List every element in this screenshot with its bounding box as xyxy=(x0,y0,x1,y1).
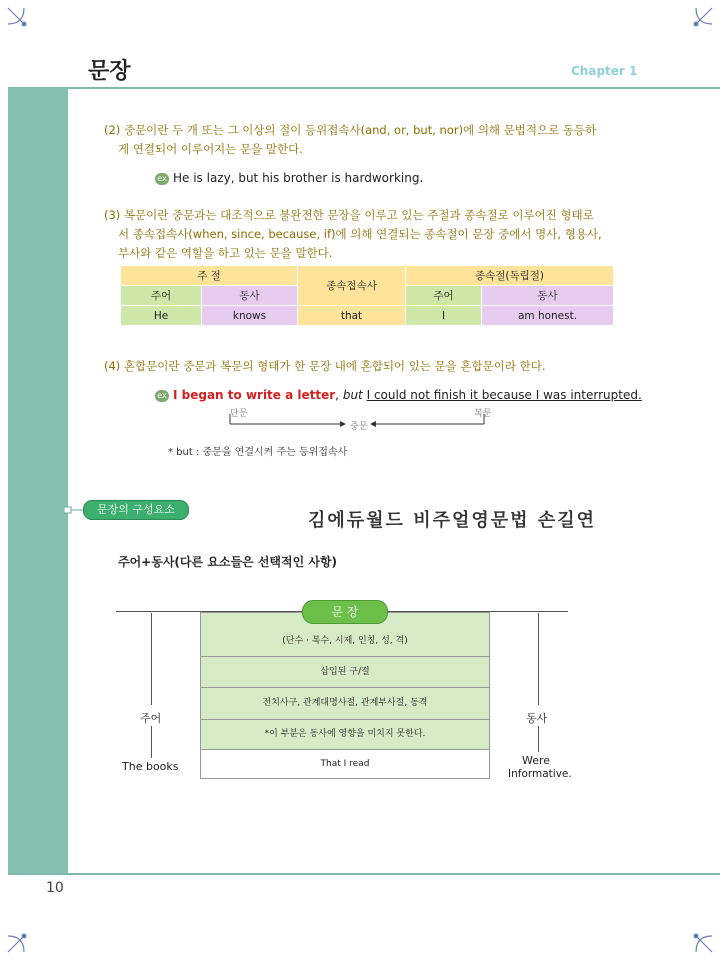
example-badge: ex xyxy=(155,390,169,402)
diagram-left-example: The books xyxy=(122,760,179,773)
text-line: 부사와 같은 역할을 하고 있는 문을 말한다. xyxy=(118,246,333,260)
diagram-row: That I read xyxy=(200,749,490,779)
mixed-example xyxy=(155,388,642,402)
corner-ornament-icon xyxy=(676,916,716,956)
text-line: 서 종속접속사(when, since, because, if)에 의해 연결되는 종속절이 문장 중에서 명사, 형용사, xyxy=(118,227,602,241)
footer-rule xyxy=(8,873,720,875)
diagram-right-example: Were xyxy=(522,754,551,767)
diagram-right-label: 동사 xyxy=(526,712,548,725)
label-simple: 단문 xyxy=(230,409,248,419)
example-conjunction: but xyxy=(342,388,363,402)
corner-ornament-icon xyxy=(4,4,44,44)
diagram-right-line xyxy=(538,613,539,705)
example-badge: ex xyxy=(155,173,169,185)
verb-header: 동사 xyxy=(482,286,614,306)
sub-conj-header: 종속접속사 xyxy=(298,266,406,306)
label-complex: 복문 xyxy=(474,409,492,419)
example-complex-clause: I could not finish it because I was interrupted. xyxy=(366,388,642,402)
corner-ornament-icon xyxy=(676,4,716,44)
diagram-row: (단수 · 복수, 시제, 인칭, 성, 격) xyxy=(200,612,490,657)
mixed-paragraph xyxy=(104,357,644,376)
diagram-right-line xyxy=(538,726,539,752)
sidebar-band xyxy=(8,88,68,874)
label-compound: 중문 xyxy=(350,422,368,432)
subject-header: 주어 xyxy=(406,286,482,306)
diagram-center-pill: 문 장 xyxy=(302,600,388,624)
watermark-text: 김에듀월드 비주얼영문법 손길연 xyxy=(308,510,596,531)
diagram-left-line xyxy=(151,726,152,758)
compound-paragraph xyxy=(104,121,644,159)
example-simple-clause: I began to write a letter xyxy=(173,388,336,402)
header-rule xyxy=(8,87,720,89)
subject-header: 주어 xyxy=(121,286,202,306)
main-clause-header: 주 절 xyxy=(121,266,298,286)
page-title: 문장 xyxy=(88,59,131,84)
example-comma: , xyxy=(335,388,339,402)
table-cell: knows xyxy=(202,306,298,326)
grammar-table xyxy=(120,265,614,326)
table-cell: am honest. xyxy=(482,306,614,326)
complex-paragraph xyxy=(104,206,644,263)
diagram-row: 전치사구, 관계대명사절, 관계부사절, 동격 xyxy=(200,687,490,720)
components-subtitle: 주어+동사(다른 요소들은 선택적인 사항) xyxy=(118,555,338,569)
page-number: 10 xyxy=(46,880,64,896)
example-text: He is lazy, but his brother is hardworking. xyxy=(173,171,424,185)
table-cell: I xyxy=(406,306,482,326)
text-line: 게 연결되어 이루어지는 문을 말한다. xyxy=(118,142,303,156)
text-line: (2) 중문이란 두 개 또는 그 이상의 절이 등위접속사(and, or, but, nor)에 의해 문법적으로 동등하 xyxy=(104,123,597,137)
verb-header: 동사 xyxy=(202,286,298,306)
connector-icon xyxy=(64,505,84,515)
corner-ornament-icon xyxy=(4,916,44,956)
chapter-label: Chapter 1 xyxy=(571,64,638,78)
footnote: * but : 중문을 연결시켜 주는 등위접속사 xyxy=(168,447,348,458)
table-cell: that xyxy=(298,306,406,326)
sub-clause-header: 종속절(독립절) xyxy=(406,266,614,286)
diagram-row: 삽입된 구/절 xyxy=(200,656,490,688)
diagram-row: *이 부분은 동사에 영향을 미치지 못한다. xyxy=(200,719,490,750)
section-badge: 문장의 구성요소 xyxy=(83,500,189,520)
diagram-right-example: Informative. xyxy=(508,768,572,780)
diagram-left-line xyxy=(151,613,152,705)
compound-example xyxy=(155,171,423,185)
text-line: (4) 혼합문이란 중문과 복문의 형태가 한 문장 내에 혼합되어 있는 문을 혼합문이라 한다. xyxy=(104,359,546,373)
text-line: (3) 복문이란 중문과는 대조적으로 불완전한 문장을 이루고 있는 주절과 종속절로 이루어진 형태로 xyxy=(104,208,594,222)
diagram-left-label: 주어 xyxy=(140,712,162,725)
table-cell: He xyxy=(121,306,202,326)
